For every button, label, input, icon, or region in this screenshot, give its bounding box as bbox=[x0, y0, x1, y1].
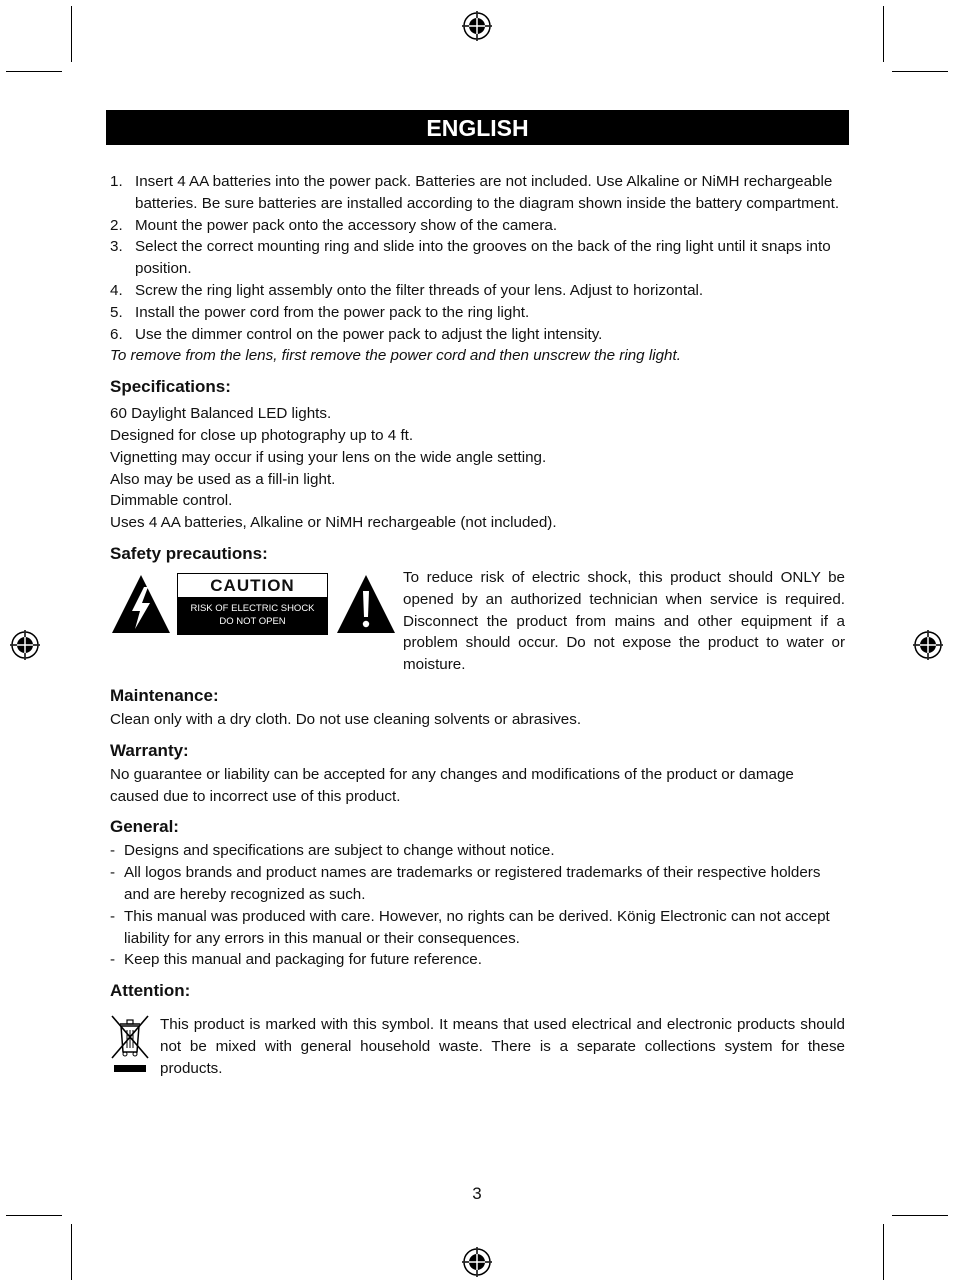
list-item bbox=[110, 236, 845, 280]
warranty-text: No guarantee or liability can be accepted for any changes and modifications of the product or damage caused due to incorrect use of this product. bbox=[110, 765, 794, 805]
attention-heading: Attention: bbox=[110, 981, 191, 1001]
list-item bbox=[110, 280, 845, 302]
attention-text: This product is marked with this symbol. It means that used electrical and electronic products should not be mixed with general household waste. There is a separate collections system for these products. bbox=[160, 1016, 845, 1077]
exclamation-warning-icon bbox=[335, 573, 397, 635]
caution-title: CAUTION bbox=[210, 575, 295, 595]
crossed-bin-icon bbox=[110, 1014, 150, 1074]
step-number: 4. bbox=[110, 281, 123, 299]
step-text: Insert 4 AA batteries into the power pack. Batteries are not included. Use Alkaline or NiMH rechargeable batteries. Be sure batteries are installed according to the diagram shown inside the battery compartment. bbox=[135, 173, 840, 212]
step-text: Install the power cord from the power pack to the ring light. bbox=[135, 303, 530, 321]
list-item: - This manual was produced with care. However, no rights can be derived. König Electronic can not accept liability for any errors in this manual or their consequences. bbox=[110, 907, 830, 947]
step-number: 1. bbox=[110, 173, 123, 190]
general-heading: General: bbox=[110, 817, 179, 837]
list-item bbox=[110, 171, 845, 215]
general-item-text: All logos brands and product names are trademarks or registered trademarks of their respective holders and are hereby recognized as such. bbox=[124, 864, 821, 903]
general-item-text: This manual was produced with care. However, no rights can be derived. König Electronic can not accept liability for any errors in this manual or their consequences. bbox=[124, 907, 830, 947]
crop-mark bbox=[71, 6, 72, 62]
general-list bbox=[110, 840, 845, 971]
warranty-heading: Warranty: bbox=[110, 740, 189, 760]
crop-mark bbox=[883, 6, 884, 62]
safety-icons bbox=[110, 567, 403, 637]
caution-dark-panel bbox=[178, 597, 327, 634]
registration-mark-icon bbox=[461, 10, 493, 42]
caution-label bbox=[177, 573, 328, 635]
maintenance-text: Clean only with a dry cloth. Do not use cleaning solvents or abrasives. bbox=[110, 710, 582, 728]
spec-line: Also may be used as a fill-in light. bbox=[110, 470, 336, 488]
maintenance-heading: Maintenance: bbox=[110, 685, 219, 705]
general-item-text: Keep this manual and packaging for future reference. bbox=[124, 951, 482, 969]
step-text: Use the dimmer control on the power pack to adjust the light intensity. bbox=[135, 325, 603, 343]
registration-mark-icon bbox=[9, 629, 41, 661]
installation-steps bbox=[110, 171, 845, 345]
list-item: - Keep this manual and packaging for future reference. bbox=[110, 951, 482, 969]
step-number: 6. bbox=[110, 325, 123, 343]
step-text: Screw the ring light assembly onto the filter threads of your lens. Adjust to horizontal. bbox=[135, 281, 704, 299]
specifications-heading: Specifications: bbox=[110, 377, 231, 397]
spec-line: Dimmable control. bbox=[110, 492, 233, 510]
attention-section bbox=[110, 1014, 845, 1081]
crop-mark bbox=[6, 71, 62, 72]
specifications-list bbox=[110, 403, 845, 534]
spec-line: Uses 4 AA batteries, Alkaline or NiMH rechargeable (not included). bbox=[110, 514, 557, 532]
crop-mark bbox=[71, 1224, 72, 1280]
crop-mark bbox=[6, 1215, 62, 1216]
safety-section bbox=[110, 567, 845, 676]
caution-line-1: RISK OF ELECTRIC SHOCK bbox=[190, 602, 315, 614]
list-item: - Designs and specifications are subject to change without notice. bbox=[110, 842, 555, 860]
list-item bbox=[110, 302, 845, 324]
safety-text: To reduce risk of electric shock, this product should ONLY be opened by an authorized technician when service is required. Disconnect the product from mains and other equipment if a problem should occur. Do not expose the product to water or moisture. bbox=[403, 568, 845, 674]
crop-mark bbox=[883, 1224, 884, 1280]
crop-mark bbox=[892, 71, 948, 72]
step-text: Mount the power pack onto the accessory show of the camera. bbox=[135, 216, 558, 234]
step-text: Select the correct mounting ring and slide into the grooves on the back of the ring light until it snaps into position. bbox=[135, 238, 831, 278]
weee-symbol-wrapper bbox=[110, 1014, 160, 1081]
step-number: 5. bbox=[110, 303, 123, 321]
registration-mark-icon bbox=[912, 629, 944, 661]
step-number: 2. bbox=[110, 216, 123, 234]
spec-line: Vignetting may occur if using your lens on the wide angle setting. bbox=[110, 448, 547, 466]
removal-note: To remove from the lens, first remove the power cord and then unscrew the ring light. bbox=[110, 347, 681, 365]
list-item bbox=[110, 215, 845, 237]
spec-line: 60 Daylight Balanced LED lights. bbox=[110, 405, 332, 423]
spec-line: Designed for close up photography up to 4 ft. bbox=[110, 426, 414, 444]
page-number: 3 bbox=[472, 1184, 482, 1203]
list-item: - All logos brands and product names are trademarks or registered trademarks of their respective holders and are hereby recognized as such. bbox=[110, 864, 821, 903]
list-item bbox=[110, 324, 845, 346]
general-item-text: Designs and specifications are subject to change without notice. bbox=[124, 842, 555, 860]
language-banner: ENGLISH bbox=[106, 110, 849, 145]
crop-mark bbox=[892, 1215, 948, 1216]
caution-line-2: DO NOT OPEN bbox=[219, 615, 286, 627]
registration-mark-icon bbox=[461, 1246, 493, 1278]
lightning-warning-icon bbox=[110, 573, 172, 635]
safety-heading: Safety precautions: bbox=[110, 543, 268, 563]
step-number: 3. bbox=[110, 238, 123, 256]
manual-content bbox=[110, 171, 845, 1081]
